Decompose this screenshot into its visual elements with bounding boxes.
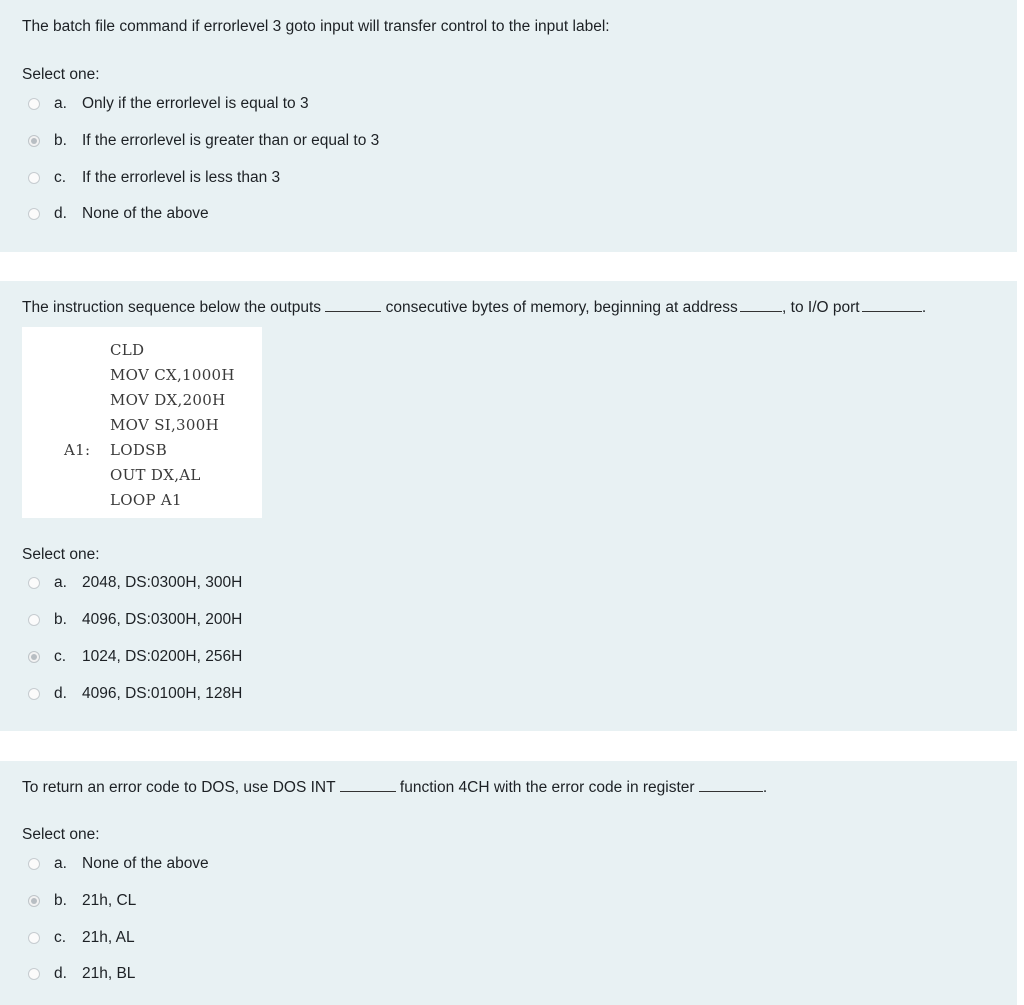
code-line: MOV SI,300H (110, 416, 219, 434)
radio-button-selected[interactable] (28, 895, 40, 907)
option-b[interactable] (28, 890, 136, 912)
option-letter: a. (54, 855, 67, 872)
radio-button[interactable] (28, 614, 40, 626)
option-letter: a. (54, 95, 67, 112)
option-text: 4096, DS:0300H, 200H (82, 611, 243, 628)
option-text: 1024, DS:0200H, 256H (82, 648, 243, 665)
option-d[interactable] (28, 963, 135, 985)
option-letter: a. (54, 574, 67, 591)
option-text: If the errorlevel is greater than or equal to 3 (82, 132, 380, 149)
radio-button[interactable] (28, 208, 40, 220)
option-a[interactable] (28, 93, 309, 115)
option-b[interactable] (28, 130, 379, 152)
option-text: None of the above (82, 855, 209, 872)
select-one-label: Select one: (22, 826, 100, 843)
code-label: A1: (64, 441, 91, 459)
option-c[interactable] (28, 167, 280, 189)
code-line: LOOP A1 (110, 491, 182, 509)
radio-button[interactable] (28, 172, 40, 184)
question-text: The instruction sequence below the outputs consecutive bytes of memory, beginning at address , to I/O port . (22, 299, 927, 316)
question-text: To return an error code to DOS, use DOS INT function 4CH with the error code in register . (22, 779, 768, 796)
option-letter: b. (54, 892, 67, 909)
option-c[interactable] (28, 927, 135, 949)
option-a[interactable] (28, 853, 209, 875)
option-letter: d. (54, 205, 67, 222)
question-text: The batch file command if errorlevel 3 goto input will transfer control to the input label: (22, 18, 610, 35)
blank (740, 297, 782, 312)
option-text: 21h, BL (82, 965, 136, 982)
option-letter: c. (54, 648, 67, 665)
option-text: Only if the errorlevel is equal to 3 (82, 95, 309, 112)
option-d[interactable] (28, 683, 242, 705)
option-letter: d. (54, 685, 67, 702)
select-one-label: Select one: (22, 66, 100, 83)
option-text: 21h, CL (82, 892, 137, 909)
code-line: CLD (110, 341, 145, 359)
option-letter: d. (54, 965, 67, 982)
radio-button[interactable] (28, 968, 40, 980)
question-1 (0, 0, 1017, 252)
radio-button[interactable] (28, 858, 40, 870)
blank (340, 777, 396, 792)
radio-button[interactable] (28, 688, 40, 700)
option-letter: c. (54, 929, 67, 946)
blank (699, 777, 763, 792)
option-a[interactable] (28, 572, 242, 594)
option-text: 2048, DS:0300H, 300H (82, 574, 243, 591)
radio-button[interactable] (28, 932, 40, 944)
select-one-label: Select one: (22, 546, 100, 563)
option-letter: b. (54, 611, 67, 628)
option-b[interactable] (28, 609, 242, 631)
radio-button[interactable] (28, 577, 40, 589)
option-text: If the errorlevel is less than 3 (82, 169, 281, 186)
option-c[interactable] (28, 646, 242, 668)
code-line: MOV DX,200H (110, 391, 226, 409)
option-text: 4096, DS:0100H, 128H (82, 685, 243, 702)
blank (325, 297, 381, 312)
option-text: 21h, AL (82, 929, 135, 946)
code-line: OUT DX,AL (110, 466, 201, 484)
code-snippet-image (22, 327, 262, 518)
option-d[interactable] (28, 203, 209, 225)
code-line: MOV CX,1000H (110, 366, 235, 384)
question-2 (0, 281, 1017, 731)
option-letter: b. (54, 132, 67, 149)
option-text: None of the above (82, 205, 209, 222)
radio-button-selected[interactable] (28, 651, 40, 663)
option-letter: c. (54, 169, 67, 186)
blank (862, 297, 922, 312)
code-line: LODSB (110, 441, 168, 459)
radio-button[interactable] (28, 98, 40, 110)
question-3 (0, 761, 1017, 1005)
radio-button-selected[interactable] (28, 135, 40, 147)
